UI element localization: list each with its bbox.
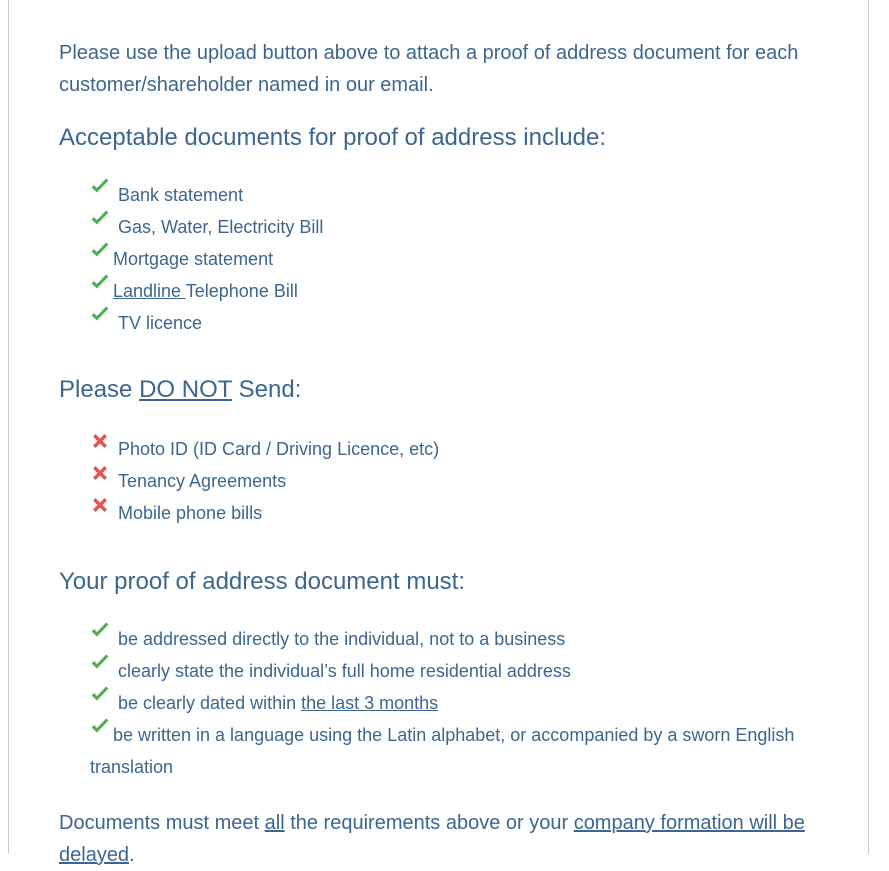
requirements-heading: Your proof of address document must: [59,568,466,595]
list-item: Photo ID (ID Card / Driving Licence, etc) [90,433,829,465]
check-icon [90,685,110,705]
landline-underlined: Landline [113,281,186,301]
check-icon [90,241,110,261]
check-icon [90,209,110,229]
cross-icon [90,431,110,451]
check-icon [90,177,110,197]
do-not-emphasis: DO NOT [139,376,232,403]
acceptable-heading: Acceptable documents for proof of address include: [59,124,606,151]
do-not-send-list [90,433,829,529]
last-3-months-underlined: the last 3 months [301,693,439,713]
cross-icon [90,495,110,515]
acceptable-list [90,179,829,339]
list-item: Bank statement [90,179,829,211]
do-not-send-heading: Please DO NOT Send: [59,376,302,403]
check-icon [90,621,110,641]
list-item: Tenancy Agreements [90,465,829,497]
list-item: Landline Telephone Bill [90,275,829,307]
list-item: clearly state the individual’s full home residential address [90,655,829,687]
list-item: Gas, Water, Electricity Bill [90,211,829,243]
cross-icon [90,463,110,483]
footer-warning: Documents must meet all the requirements above or your company formation will be delayed. [59,812,805,866]
check-icon [90,273,110,293]
all-underlined: all [264,812,285,834]
list-item: be written in a language using the Latin alphabet, or accompanied by a sworn English translation [90,719,829,783]
check-icon [90,717,110,737]
intro-text: Please use the upload button above to attach a proof of address document for each customer/shareholder named in our email. [59,42,799,96]
check-icon [90,305,110,325]
proof-of-address-instructions [59,37,829,871]
list-item: be clearly dated within the last 3 months [90,687,829,719]
formation-delayed-underlined: company formation will be delayed [59,812,805,866]
list-item: Mobile phone bills [90,497,829,529]
requirements-list [90,623,829,783]
list-item: Mortgage statement [90,243,829,275]
list-item: be addressed directly to the individual, not to a business [90,623,829,655]
content-panel [8,0,869,866]
check-icon [90,653,110,673]
list-item: TV licence [90,307,829,339]
